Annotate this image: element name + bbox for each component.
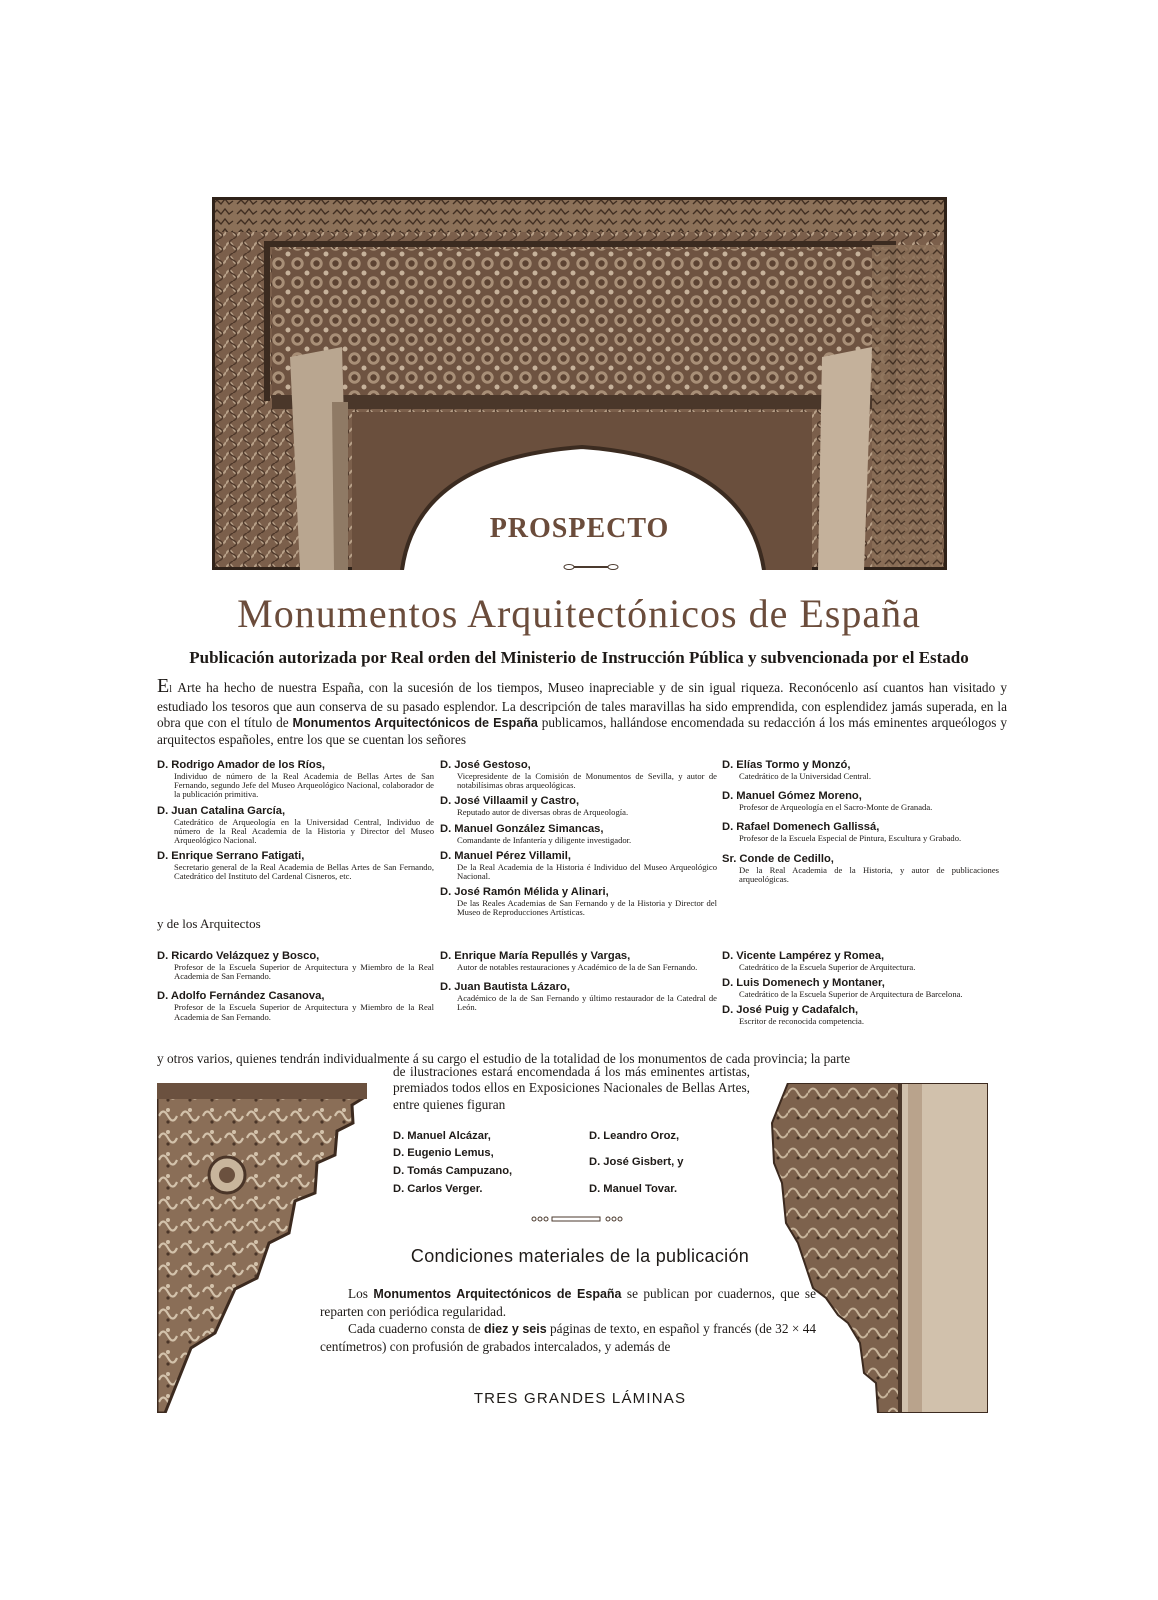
list-item: Sr. Conde de Cedillo, De la Real Academia de la Historia, y autor de publicaciones arqueológicas. [722, 852, 999, 884]
intro-paragraph [157, 675, 1007, 748]
intro-text-1: Arte ha hecho de nuestra España, con la sucesión de los tiempos, Museo inapreciable y de sin igual riqueza. Reconócenlo así cuantos han visitado y estudiado los tesoros que aun conserva de su pasado esplendor. La descripción de tales maravillas ha sido emprendida, con esplendidez jamás superada, en la obra que con el título de [157, 680, 1007, 731]
list-item: D. Rafael Domenech Gallissá, Profesor de la Escuela Especial de Pintura, Escultura y Grabado. [722, 821, 962, 844]
others-first-line: y otros varios, quienes tendrán individualmente á su cargo el estudio de la totalidad de los monumentos de cada provincia; la parte [157, 1051, 851, 1066]
scholars-column-2 [440, 758, 725, 922]
others-rest-paragraph: de ilustraciones estará encomendada á los más eminentes artistas, premiados todos ellos en Exposiciones Nacionales de Bellas Artes, entre quienes figuran [393, 1064, 750, 1112]
tres-grandes-laminas: TRES GRANDES LÁMINAS [473, 1390, 687, 1407]
list-item: D. Elías Tormo y Monzó, Catedrático de la Universidad Central. [722, 759, 871, 781]
intro-text-2: publicamos, hallándose encomendada su redacción á los más eminentes arqueólogos y arquitectos españoles, entre los que se cuentan los señores [157, 715, 1007, 747]
left-corner-photograph [157, 1083, 367, 1413]
conditions-paragraph-2: Cada cuaderno consta de diez y seis páginas de texto, en español y francés (de 32 × 44 centímetros) con profusión de grabados intercalados, y además de [320, 1321, 816, 1354]
architects-column-3 [722, 949, 1007, 1031]
ornament-divider-icon [530, 1214, 630, 1224]
scholars-column-1 [157, 758, 442, 886]
list-item: D. José Gestoso, Vicepresidente de la Comisión de Monumentos de Sevilla, y autor de notabilísimas obras arqueológicas. [440, 759, 717, 791]
list-item: D. Eugenio Lemus, [393, 1147, 494, 1159]
list-item: D. Carlos Verger. [393, 1183, 483, 1195]
list-item: D. Leandro Oroz, [589, 1130, 680, 1142]
prospecto-label: PROSPECTO [489, 513, 670, 544]
list-item: D. Manuel Gómez Moreno, Profesor de Arqueología en el Sacro-Monte de Granada. [722, 790, 933, 813]
list-item: D. José Villaamil y Castro, Reputado autor de diversas obras de Arqueología. [440, 795, 629, 818]
list-item: D. Ricardo Velázquez y Bosco, Profesor de la Escuela Superior de Arquitectura y Miembro de la Real Academia de San Fernando. [157, 950, 434, 982]
list-item: D. José Gisbert, y [589, 1156, 684, 1168]
intro-lead: l [169, 684, 173, 695]
list-item: D. Manuel Pérez Villamil, De la Real Academia de la Historia é Individuo del Museo Arqueológico Nacional. [440, 849, 717, 882]
conditions-paragraph-1: Los Monumentos Arquitectónicos de España se publican por cuadernos, que se reparten con periódica regularidad. [320, 1286, 816, 1319]
list-item: D. Adolfo Fernández Casanova, Profesor de la Escuela Superior de Arquitectura y Miembro de la Real Academia de San Fernando. [157, 990, 434, 1022]
list-item: D. Manuel Alcázar, [393, 1130, 491, 1142]
ornament-divider-icon [563, 562, 619, 572]
list-item: D. Juan Bautista Lázaro, Académico de la de San Fernando y último restaurador de la Catedral de León. [440, 981, 717, 1013]
intro-dropcap: E [157, 675, 170, 697]
list-item: D. Luis Domenech y Montaner, Catedrático de la Escuela Superior de Arquitectura de Barcelona. [722, 977, 963, 1000]
scholars-column-3 [722, 758, 1007, 888]
list-item: D. Enrique María Repullés y Vargas, Autor de notables restauraciones y Académico de la de San Fernando. [440, 950, 698, 972]
subtitle: Publicación autorizada por Real orden del Ministerio de Instrucción Pública y subvencionada por el Estado [189, 648, 969, 667]
list-item: D. Rodrigo Amador de los Ríos, Individuo de número de la Real Academia de Bellas Artes de San Fernando, segundo Jefe del Museo Arqueológico Nacional, colaborador de la publicación primitiva. [157, 759, 434, 800]
main-title: Monumentos Arquitectónicos de España [237, 591, 921, 636]
conditions-body [320, 1285, 816, 1355]
list-item: D. Juan Catalina García, Catedrático de Arqueología en la Universidad Central, Individuo de número de la Real Academia de la Historia y Director del Museo Arqueológico Nacional. [157, 804, 434, 846]
list-item: D. Manuel Tovar. [589, 1183, 678, 1195]
list-item: D. José Puig y Cadafalch, Escritor de reconocida competencia. [722, 1004, 865, 1027]
list-item: D. José Ramón Mélida y Alinari, De las Reales Academias de San Fernando y de la Historia y Director del Museo de Reproducciones Artísticas. [440, 886, 717, 918]
conditions-title: Condiciones materiales de la publicación [410, 1246, 750, 1266]
list-item: D. Tomás Campuzano, [393, 1165, 513, 1177]
architects-column-1 [157, 949, 442, 1026]
list-item: D. Enrique Serrano Fatigati, Secretario general de la Real Academia de Bellas Artes de San Fernando, Catedrático del Instituto del Cardenal Cisneros, etc. [157, 850, 434, 882]
architects-intro: y de los Arquitectos [157, 916, 261, 931]
list-item: D. Vicente Lampérez y Romea, Catedrático de la Escuela Superior de Arquitectura. [722, 950, 916, 972]
list-item: D. Manuel González Simancas, Comandante de Infantería y diligente investigador. [440, 822, 632, 845]
intro-bold-title: Monumentos Arquitectónicos de España [292, 716, 538, 731]
architects-column-2 [440, 949, 725, 1017]
